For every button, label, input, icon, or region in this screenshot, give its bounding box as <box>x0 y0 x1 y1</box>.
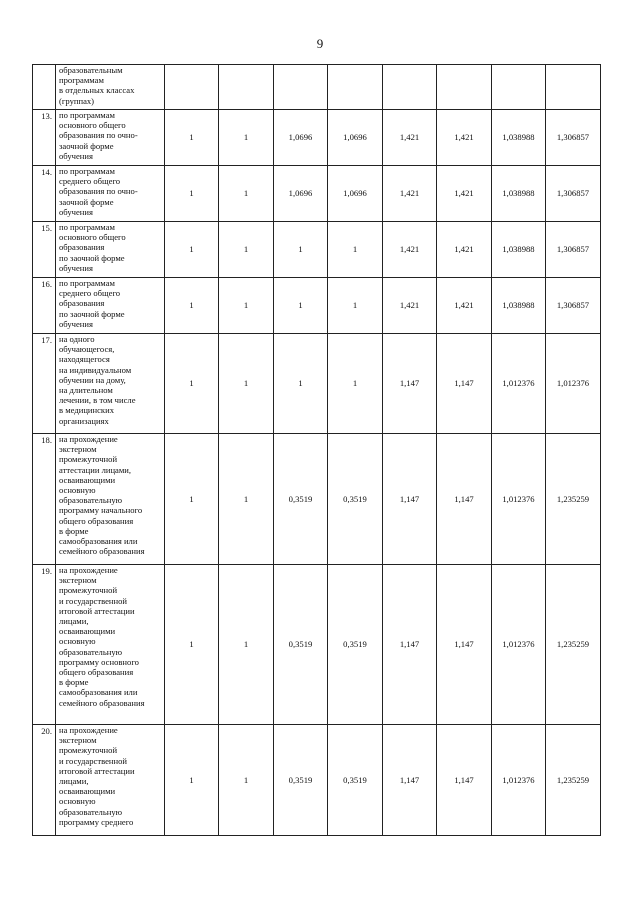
value-cell: 1 <box>274 222 328 278</box>
value-cell: 1,012376 <box>546 334 601 434</box>
value-cell: 1,421 <box>437 222 492 278</box>
value-cell: 1,038988 <box>492 222 546 278</box>
value-cell: 1,421 <box>437 166 492 222</box>
value-cell: 1 <box>274 334 328 434</box>
value-cell: 1,0696 <box>274 110 328 166</box>
value-cell: 1,038988 <box>492 278 546 334</box>
row-number: 14. <box>33 166 56 222</box>
row-description: по программам среднего общего образования по заочной форме обучения <box>56 278 165 334</box>
value-cell: 1,147 <box>383 565 437 725</box>
value-cell: 1,0696 <box>328 110 383 166</box>
value-cell: 0,3519 <box>328 565 383 725</box>
value-cell: 1 <box>165 166 219 222</box>
value-cell: 1,147 <box>437 725 492 836</box>
value-cell: 0,3519 <box>328 434 383 565</box>
value-cell: 1,421 <box>383 222 437 278</box>
row-description: на прохождение экстерном промежуточной аттестации лицами, осваивающими основную образовательную программу начального общего образования в форме самообразования или семейного образования <box>56 434 165 565</box>
value-cell: 1,147 <box>437 565 492 725</box>
value-cell: 1 <box>219 725 274 836</box>
value-cell: 1 <box>328 334 383 434</box>
value-cell: 1,306857 <box>546 222 601 278</box>
page-number: 9 <box>316 36 324 51</box>
row-number: 15. <box>33 222 56 278</box>
row-number: 16. <box>33 278 56 334</box>
value-cell: 1 <box>219 166 274 222</box>
value-cell: 0,3519 <box>274 565 328 725</box>
value-cell: 1 <box>328 278 383 334</box>
value-cell: 1 <box>219 110 274 166</box>
value-cell: 1 <box>165 222 219 278</box>
table-row <box>33 110 601 166</box>
value-cell: 1,306857 <box>546 166 601 222</box>
row-description: по программам среднего общего образования по очно- заочной форме обучения <box>56 166 165 222</box>
value-cell: 1,147 <box>437 434 492 565</box>
value-cell: 1 <box>165 278 219 334</box>
value-cell <box>437 65 492 110</box>
value-cell: 1,012376 <box>492 434 546 565</box>
value-cell: 1 <box>165 434 219 565</box>
value-cell: 1,235259 <box>546 434 601 565</box>
value-cell: 0,3519 <box>328 725 383 836</box>
value-cell: 1 <box>219 222 274 278</box>
table-row <box>33 334 601 434</box>
row-description: по программам основного общего образования по заочной форме обучения <box>56 222 165 278</box>
value-cell: 1 <box>328 222 383 278</box>
value-cell <box>219 65 274 110</box>
value-cell <box>492 65 546 110</box>
value-cell: 1,421 <box>437 278 492 334</box>
value-cell <box>546 65 601 110</box>
table-row <box>33 725 601 836</box>
value-cell: 0,3519 <box>274 434 328 565</box>
row-description: на прохождение экстерном промежуточной и государственной итоговой аттестации лицами, осваивающими основную образовательную программу основного общего образования в форме самообразования или семейного образования <box>56 565 165 725</box>
value-cell <box>274 65 328 110</box>
row-description: по программам основного общего образования по очно- заочной форме обучения <box>56 110 165 166</box>
table-row <box>33 278 601 334</box>
row-number: 17. <box>33 334 56 434</box>
value-cell: 1 <box>219 434 274 565</box>
table-row <box>33 434 601 565</box>
value-cell <box>383 65 437 110</box>
value-cell: 1 <box>274 278 328 334</box>
table-row <box>33 166 601 222</box>
value-cell: 1,306857 <box>546 278 601 334</box>
value-cell: 1,012376 <box>492 334 546 434</box>
row-description: образовательным программам в отдельных классах (группах) <box>56 65 165 110</box>
value-cell: 1,038988 <box>492 166 546 222</box>
value-cell: 1,235259 <box>546 725 601 836</box>
value-cell <box>165 65 219 110</box>
row-number: 19. <box>33 565 56 725</box>
row-number: 18. <box>33 434 56 565</box>
value-cell: 1 <box>219 334 274 434</box>
value-cell: 1,147 <box>383 434 437 565</box>
value-cell: 1 <box>165 334 219 434</box>
table-row <box>33 65 601 110</box>
value-cell <box>328 65 383 110</box>
table-row <box>33 565 601 725</box>
value-cell: 1,235259 <box>546 565 601 725</box>
value-cell: 1,147 <box>437 334 492 434</box>
value-cell: 1,0696 <box>328 166 383 222</box>
value-cell: 1,147 <box>383 725 437 836</box>
value-cell: 1,038988 <box>492 110 546 166</box>
value-cell: 1 <box>165 110 219 166</box>
value-cell: 1,306857 <box>546 110 601 166</box>
value-cell: 1,012376 <box>492 565 546 725</box>
value-cell: 1,421 <box>383 278 437 334</box>
value-cell: 1,147 <box>383 334 437 434</box>
row-number: 13. <box>33 110 56 166</box>
row-number <box>33 65 56 110</box>
value-cell: 1,421 <box>383 166 437 222</box>
coefficients-table <box>32 64 601 836</box>
value-cell: 1,421 <box>383 110 437 166</box>
row-number: 20. <box>33 725 56 836</box>
value-cell: 1 <box>165 725 219 836</box>
value-cell: 1 <box>219 565 274 725</box>
table-row <box>33 222 601 278</box>
value-cell: 1 <box>219 278 274 334</box>
row-description: на одного обучающегося, находящегося на индивидуальном обучении на дому, на длительном лечении, в том числе в медицинских организациях <box>56 334 165 434</box>
value-cell: 1,012376 <box>492 725 546 836</box>
row-description: на прохождение экстерном промежуточной и государственной итоговой аттестации лицами, осваивающими основную образовательную программу среднего <box>56 725 165 836</box>
value-cell: 1,0696 <box>274 166 328 222</box>
value-cell: 1 <box>165 565 219 725</box>
value-cell: 0,3519 <box>274 725 328 836</box>
value-cell: 1,421 <box>437 110 492 166</box>
